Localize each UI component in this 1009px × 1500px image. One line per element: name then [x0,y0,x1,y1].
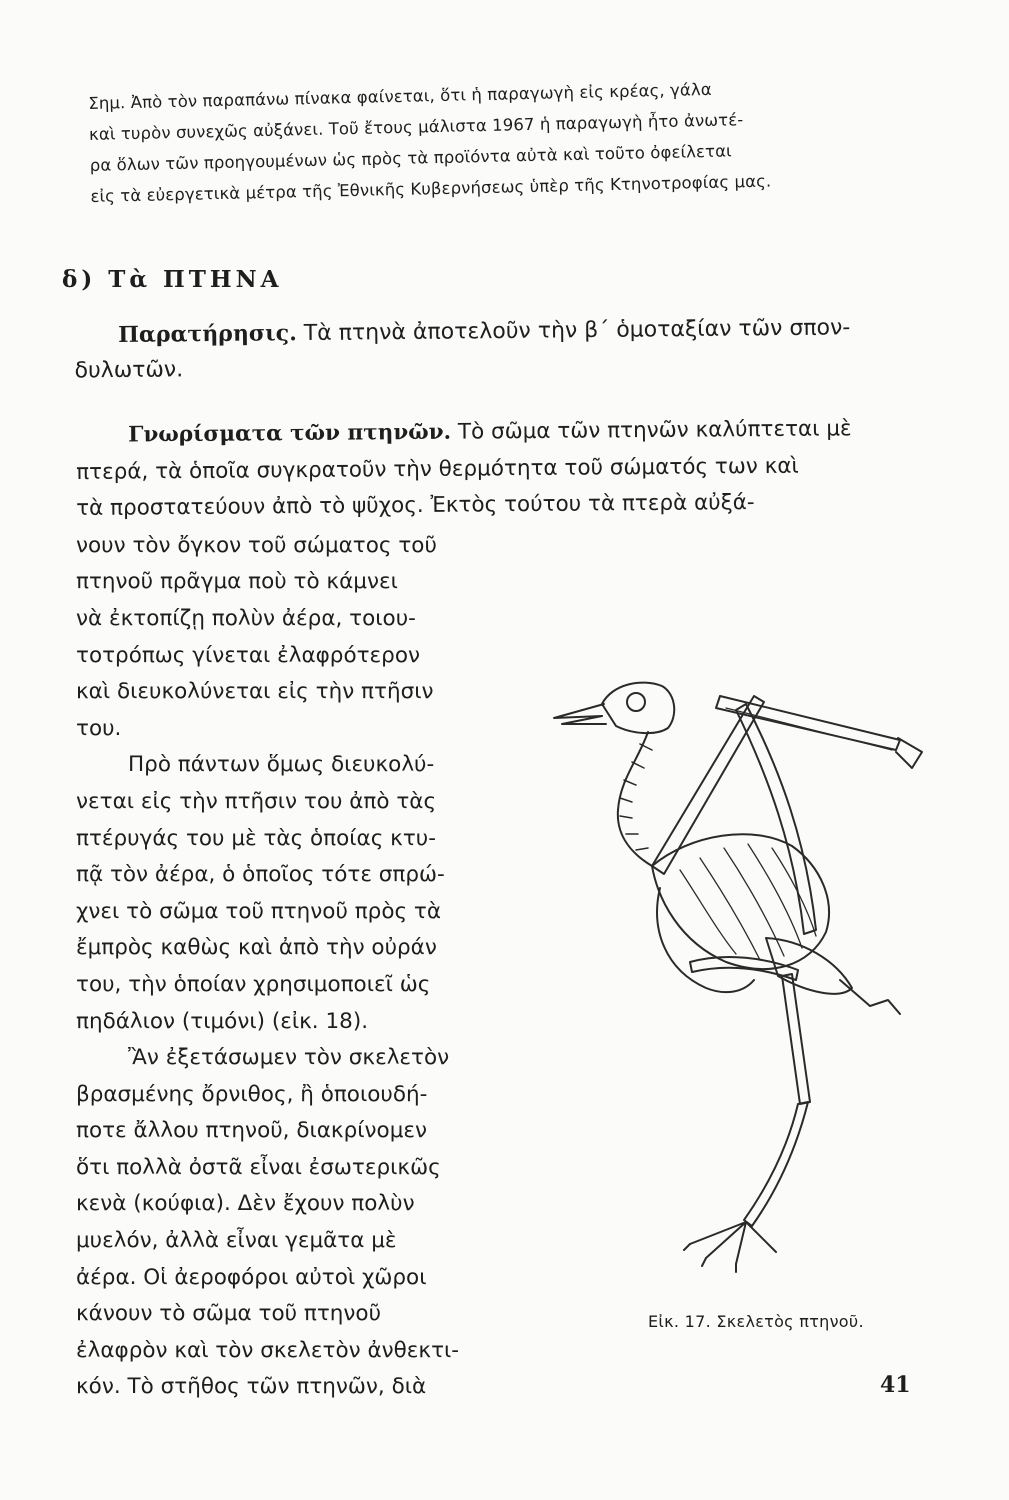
page-number: 41 [880,1372,911,1398]
flight-line: πηδάλιον (τιμόνι) (εἰκ. 18). [76,1008,369,1034]
flight-line: του, τὴν ὁποίαν χρησιμοποιεῖ ὡς [76,971,431,997]
tail-vertebrae [840,980,900,1014]
skeleton-line: ἐλαφρὸν καὶ τὸν σκελετὸν ἀνθεκτι- [76,1337,460,1363]
features-line [76,414,852,454]
skeleton-line: κάνουν τὸ σῶμα τοῦ πτηνοῦ [76,1301,382,1327]
bird-skeleton-illustration [540,670,930,1310]
observation-text: Τὰ πτηνὰ ἀποτελοῦν τὴν β΄ ὁμοταξίαν τῶν σπον- [303,315,851,347]
flight-line: Πρὸ πάντων ὅμως διευκολύ- [128,752,435,778]
observation-paragraph [74,310,924,388]
wing-lower-bone [736,704,816,934]
features-line: πτερά, τὰ ὁποῖα συγκρατοῦν τὴν θερμότητα τοῦ σώματός των καὶ [76,453,799,485]
flight-line: πᾷ τὸν ἀέρα, ὁ ὁποῖος τότε σπρώ- [76,862,445,888]
features-lead: Γνωρίσματα τῶν πτηνῶν. [128,419,452,448]
features-line: τοτρόπως γίνεται ἐλαφρότερον [76,642,420,668]
wing-radius-ulna [716,696,900,750]
features-line: καὶ διευκολύνεται εἰς τὴν πτῆσιν [76,679,434,705]
features-line: του. [76,715,122,741]
skeleton-line: βρασμένης ὄρνιθος, ἢ ὁποιουδή- [76,1081,428,1107]
observation-lead: Παρατήρησις. [118,320,297,348]
features-line: τὰ προστατεύουν ἀπὸ τὸ ψῦχος. Ἐκτὸς τούτου τὰ πτερὰ αὐξά- [76,490,755,522]
footnote-paragraph [88,69,911,212]
wing-humerus [652,696,764,874]
skeleton-line: κόν. Τὸ στῆθος τῶν πτηνῶν, διὰ [76,1374,427,1400]
features-line: πτηνοῦ πρᾶγμα ποὺ τὸ κάμνει [76,569,398,595]
footnote-line: εἰς τὰ εὐεργετικὰ μέτρα τῆς Ἐθνικῆς Κυβερνήσεως ὑπὲρ τῆς Κτηνοτροφίας μας. [90,171,772,206]
section-heading: δ) Τὰ ΠΤΗΝΑ [62,266,283,293]
footnote-line: καὶ τυρὸν συνεχῶς αὐξάνει. Τοῦ ἔτους μάλιστα 1967 ἡ παραγωγὴ ἦτο ἀνωτέ- [88,110,744,144]
sternum-keel [657,888,754,992]
figure-caption: Εἰκ. 17. Σκελετὸς πτηνοῦ. [648,1312,864,1331]
footnote-line: ρα ὅλων τῶν προηγουμένων ὡς πρὸς τὰ προϊόντα αὐτὰ καὶ τοῦτο ὀφείλεται [89,141,732,175]
observation-line: δυλωτῶν. [74,357,184,384]
flight-line: χνει τὸ σῶμα τοῦ πτηνοῦ πρὸς τὰ [76,898,442,924]
tibiotarsus [782,974,810,1104]
skeleton-line: ἀέρα. Οἱ ἀεροφόροι αὐτοὶ χῶροι [76,1264,427,1290]
skeleton-line: Ἂν ἐξετάσωμεν τὸν σκελετὸν [128,1045,450,1071]
flight-line: ἔμπρὸς καθὼς καὶ ἀπὸ τὴν οὐράν [76,935,437,961]
skeleton-line: ὅτι πολλὰ ὀστᾶ εἶναι ἐσωτερικῶς [76,1154,441,1180]
skeleton-line: κενὰ (κούφια). Δὲν ἔχουν πολὺν [76,1191,415,1217]
beak [554,704,604,718]
skull [602,683,674,734]
flight-line: νεται εἰς τὴν πτῆσιν του ἀπὸ τὰς [76,788,437,814]
toes [690,1222,776,1264]
bird-skeleton-figure [540,670,930,1310]
features-line: νὰ ἐκτοπίζῃ πολὺν ἀέρα, τοιου- [76,605,416,631]
rib-lines [680,844,816,960]
claws [684,1244,736,1272]
tarsometatarsus [744,1102,808,1226]
features-text: Τὸ σῶμα τῶν πτηνῶν καλύπτεται μὲ [457,416,852,445]
pelvis [766,938,852,994]
skeleton-line: ποτε ἄλλου πτηνοῦ, διακρίνομεν [76,1118,428,1144]
features-line: νουν τὸν ὄγκον τοῦ σώματος τοῦ [76,532,437,558]
skeleton-line: μυελόν, ἀλλὰ εἶναι γεμᾶτα μὲ [76,1228,397,1254]
footnote-line: Σημ. Ἀπὸ τὸν παραπάνω πίνακα φαίνεται, ὅτι ἡ παραγωγὴ εἰς κρέας, γάλα [88,79,712,113]
eye-socket [627,693,645,711]
flight-line: πτέρυγάς του μὲ τὰς ὁποίας κτυ- [76,825,436,851]
